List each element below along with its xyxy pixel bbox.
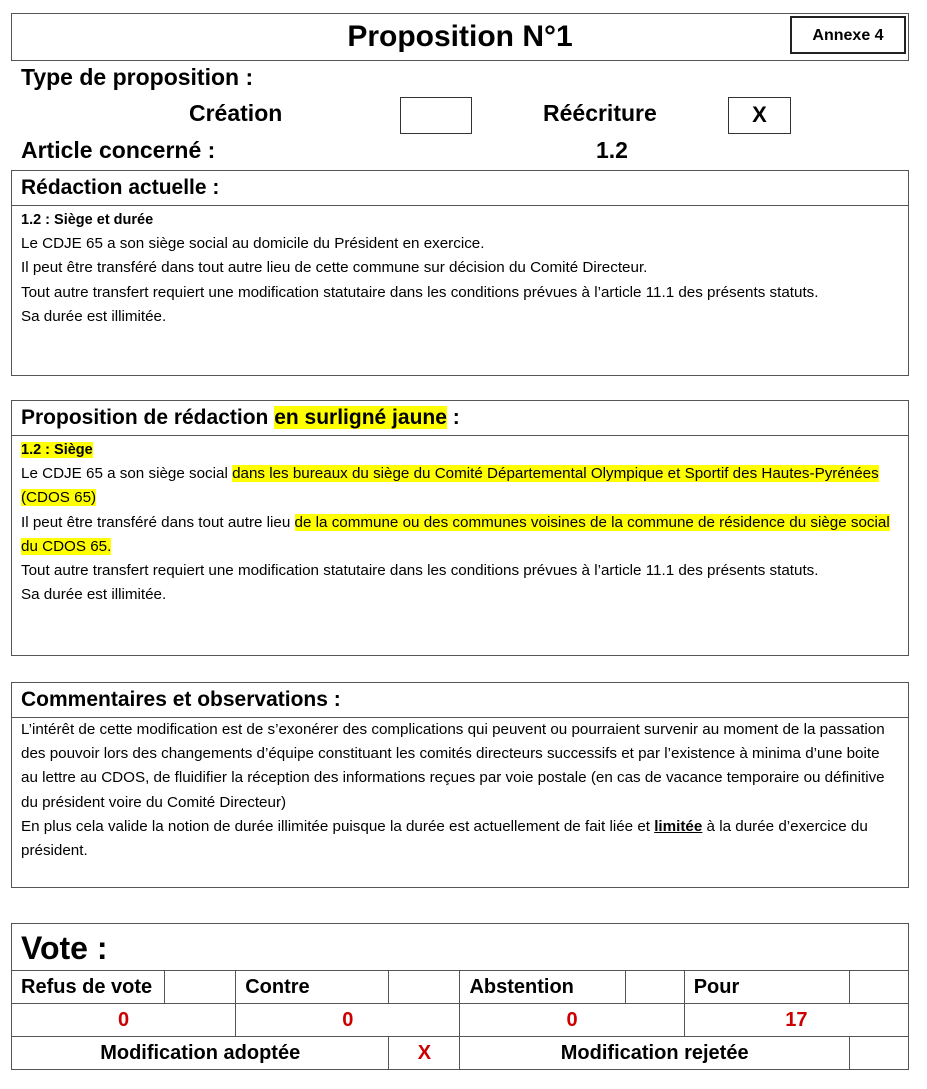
current-section	[11, 170, 909, 376]
comments-para2	[21, 815, 899, 863]
comments-para1: L’intérêt de cette modification est de s’exonérer des complications qui peuvent ou pourraient survenir au moment de la passation des pouvoir lors des changements d’équipe constituant les comités directeurs successifs et par l’existence à minima d’une boite au lettre au CDOS, de fluidifier la réception des informations reçues par voie postale (en cas de vacance temporaire ou définitive du président voire du Comité Directeur)	[21, 721, 885, 811]
creation-checkbox[interactable]	[400, 97, 472, 134]
refus-box	[165, 971, 236, 1004]
pour-box	[849, 971, 908, 1004]
vote-values-row	[12, 1004, 909, 1037]
article-value: 1.2	[596, 137, 628, 163]
article-label: Article concerné :	[21, 137, 216, 163]
proposal-body	[12, 436, 908, 607]
proposal-para1	[21, 462, 899, 510]
proposal-section	[11, 400, 909, 656]
adoptee-label: Modification adoptée	[12, 1037, 389, 1070]
creation-label: Création	[189, 100, 283, 126]
comments-body	[12, 718, 908, 863]
proposal-para2-text: Il peut être transféré dans tout autre lieu	[21, 513, 295, 531]
current-line3: Tout autre transfert requiert une modification statutaire dans les conditions prévues à l’article 11.1 des présents statuts.	[21, 283, 819, 301]
contre-value: 0	[236, 1004, 460, 1037]
proposal-para1-text: Le CDJE 65 a son siège social	[21, 465, 233, 483]
comments-para2-underlined: limitée	[654, 817, 703, 835]
comments-section	[11, 682, 909, 888]
reecriture-checkbox[interactable]: X	[728, 97, 791, 134]
current-line4: Sa durée est illimitée.	[21, 307, 167, 325]
refus-value: 0	[12, 1004, 236, 1037]
proposal-para1-highlight: dans les bureaux du siège du Comité Départemental Olympique et Sportif des Hautes-Pyrénées (CDOS 65)	[21, 465, 879, 507]
comments-para2-end: à la durée d’exercice du président.	[21, 817, 868, 860]
vote-table	[11, 970, 909, 1070]
current-body	[12, 206, 908, 329]
current-line2: Il peut être transféré dans tout autre lieu de cette commune sur décision du Comité Directeur.	[21, 259, 648, 277]
vote-heading-box	[11, 923, 909, 971]
proposal-heading-a: Proposition de rédaction	[21, 406, 275, 429]
pour-value: 17	[684, 1004, 908, 1037]
abstention-value: 0	[460, 1004, 684, 1037]
reecriture-label: Réécriture	[543, 100, 657, 126]
proposal-heading-highlight: en surligné jaune	[274, 406, 447, 429]
vote-labels-row	[12, 971, 909, 1004]
abstention-label: Abstention	[460, 971, 625, 1004]
current-heading: Rédaction actuelle :	[12, 171, 908, 206]
current-line1: Le CDJE 65 a son siège social au domicile du Président en exercice.	[21, 235, 485, 253]
rejetee-mark[interactable]	[849, 1037, 908, 1070]
adoptee-mark[interactable]: X	[389, 1037, 460, 1070]
contre-box	[389, 971, 460, 1004]
page-title-box	[11, 13, 909, 61]
vote-heading: Vote :	[21, 930, 108, 966]
proposal-heading-b: :	[446, 406, 460, 429]
abstention-box	[625, 971, 684, 1004]
proposal-subtitle: 1.2 : Siège	[21, 442, 93, 458]
rejetee-label: Modification rejetée	[460, 1037, 849, 1070]
comments-heading: Commentaires et observations :	[12, 683, 908, 718]
proposal-para2	[21, 511, 899, 559]
annexe-label: Annexe 4	[790, 16, 906, 54]
contre-label: Contre	[236, 971, 389, 1004]
pour-label: Pour	[684, 971, 849, 1004]
proposal-para3: Tout autre transfert requiert une modification statutaire dans les conditions prévues à l’article 11.1 des présents statuts.	[21, 562, 819, 580]
current-subtitle: 1.2 : Siège et durée	[21, 212, 154, 228]
refus-label: Refus de vote	[12, 971, 165, 1004]
proposal-para4: Sa durée est illimitée.	[21, 586, 167, 604]
proposal-heading	[12, 401, 908, 436]
comments-para2-text: En plus cela valide la notion de durée illimitée puisque la durée est actuellement de fait liée et	[21, 817, 655, 835]
page-title: Proposition N°1	[347, 20, 573, 53]
proposal-para2-highlight: de la commune ou des communes voisines de la commune de résidence du siège social du CDOS 65.	[21, 513, 890, 555]
vote-result-row	[12, 1037, 909, 1070]
type-label: Type de proposition :	[21, 64, 254, 90]
